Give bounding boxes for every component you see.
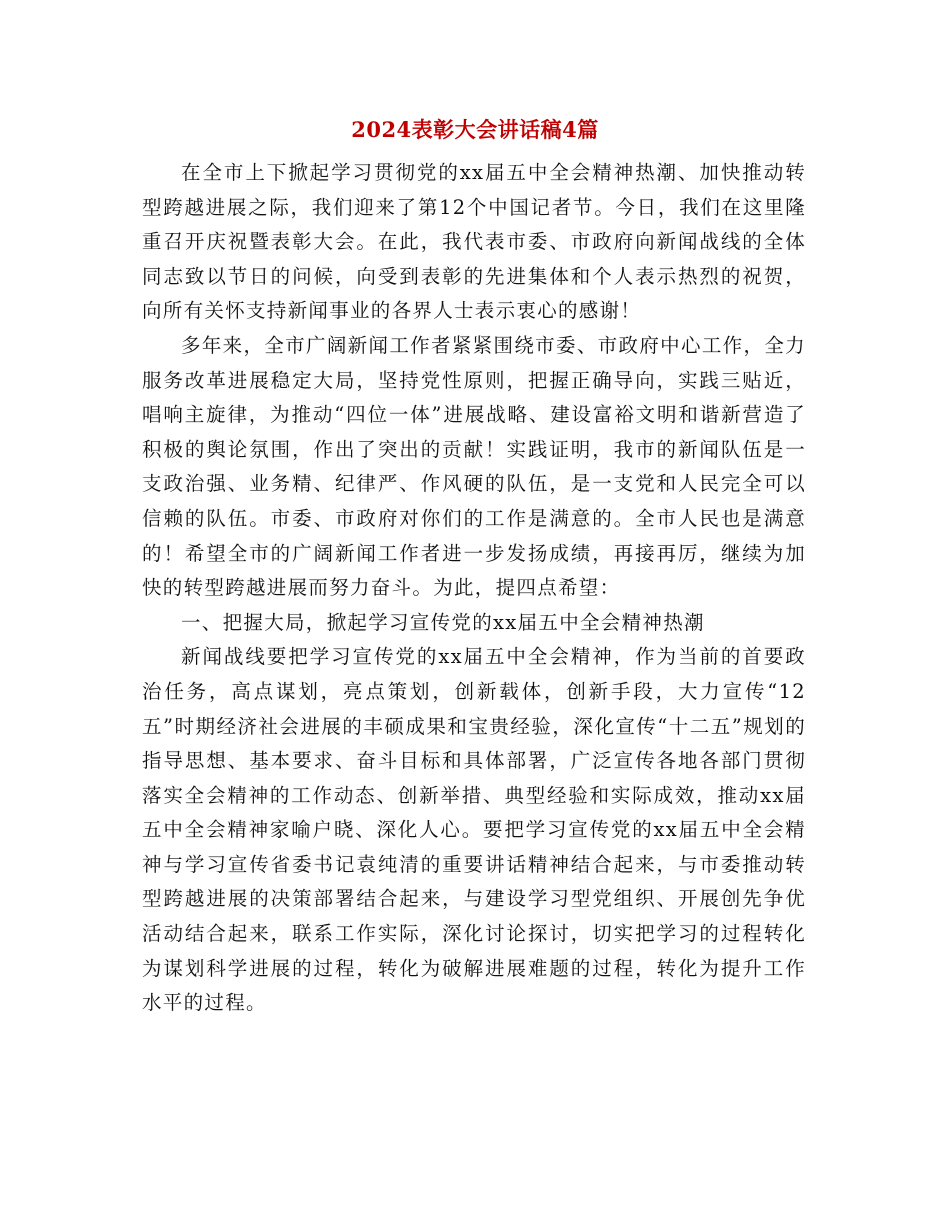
- document-title: 2024表彰大会讲话稿4篇: [351, 117, 599, 142]
- document-body: [142, 156, 806, 1021]
- paragraph-section-1: 新闻战线要把学习宣传党的xx届五中全会精神，作为当前的首要政治任务，高点谋划，亮点策划，创新载体，创新手段，大力宣传“12五”时期经济社会进展的丰硕成果和宝贵经验，深化宣传“十二五”规划的指导思想、基本要求、奋斗目标和具体部署，广泛宣传各地各部门贯彻落实全会精神的工作动态、创新举措、典型经验和实际成效，推动xx届五中全会精神家喻户晓、深化人心。要把学习宣传党的xx届五中全会精神与学习宣传省委书记袁纯清的重要讲话精神结合起来，与市委推动转型跨越进展的决策部署结合起来，与建设学习型党组织、开展创先争优活动结合起来，联系工作实际，深化讨论探讨，切实把学习的过程转化为谋划科学进展的过程，转化为破解进展难题的过程，转化为提升工作水平的过程。: [142, 645, 806, 1015]
- section-heading-1: 一、把握大局，掀起学习宣传党的xx届五中全会精神热潮: [181, 610, 705, 634]
- paragraph-achievements: 多年来，全市广阔新闻工作者紧紧围绕市委、市政府中心工作，全力服务改革进展稳定大局，坚持党性原则，把握正确导向，实践三贴近，唱响主旋律，为推动“四位一体”进展战略、建设富裕文明和谐新营造了积极的舆论氛围，作出了突出的贡献！实践证明，我市的新闻队伍是一支政治强、业务精、纪律严、作风硬的队伍，是一支党和人民完全可以信赖的队伍。市委、市政府对你们的工作是满意的。全市人民也是满意的！希望全市的广阔新闻工作者进一步发扬成绩，再接再厉，继续为加快的转型跨越进展而努力奋斗。为此，提四点希望：: [142, 333, 806, 600]
- paragraph-opening: 在全市上下掀起学习贯彻党的xx届五中全会精神热潮、加快推动转型跨越进展之际，我们迎来了第12个中国记者节。今日，我们在这里隆重召开庆祝暨表彰大会。在此，我代表市委、市政府向新闻战线的全体同志致以节日的问候，向受到表彰的先进集体和个人表示热烈的祝贺，向所有关怀支持新闻事业的各界人士表示衷心的感谢！: [142, 161, 806, 323]
